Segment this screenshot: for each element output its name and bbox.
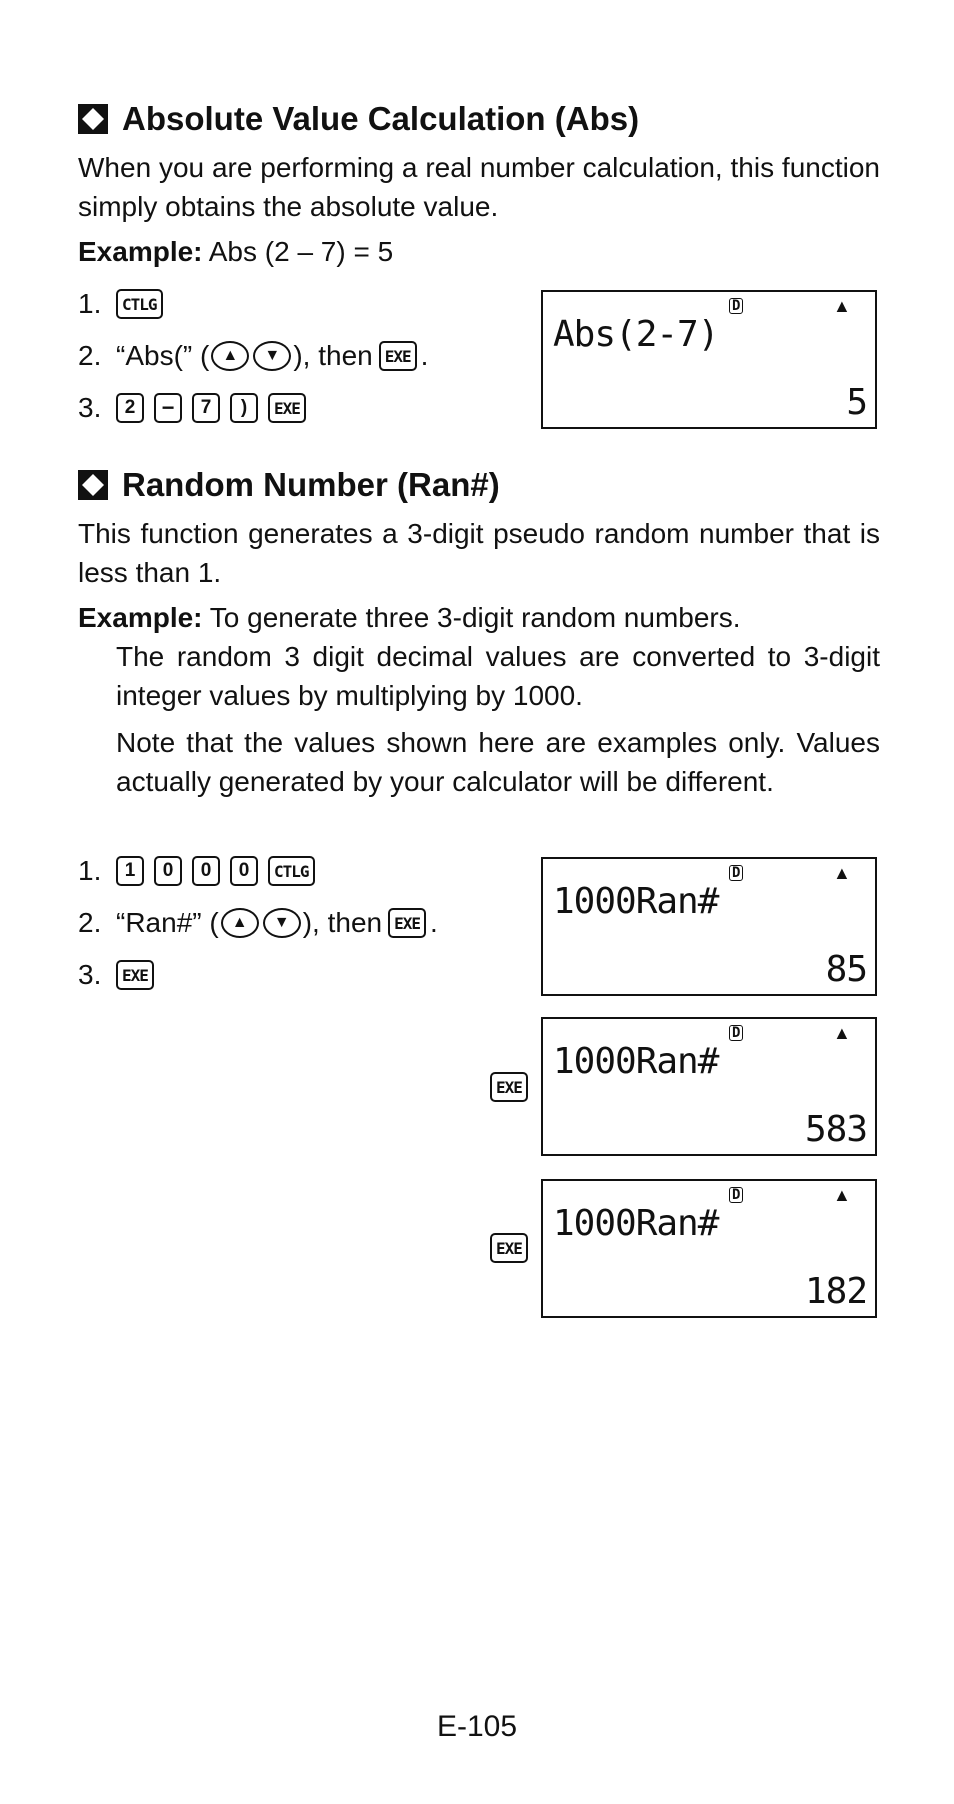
step-text: “Ran#” (	[116, 907, 219, 938]
ran-calculator-screen-1	[541, 857, 877, 996]
ran-title: Random Number (Ran#)	[122, 466, 500, 503]
diamond-bullet-icon	[78, 470, 108, 500]
ran-step-3	[78, 957, 164, 993]
diamond-bullet-icon	[78, 104, 108, 134]
scroll-up-indicator-icon: ▲	[833, 863, 851, 883]
ctlg-key: CTLG	[268, 856, 315, 886]
step-text: “Abs(” (	[116, 340, 210, 371]
ran-example-text: To generate three 3-digit random numbers.	[209, 602, 741, 633]
screen-expression: 1000Ran#	[553, 1203, 719, 1244]
screen-expression: 1000Ran#	[553, 1041, 719, 1082]
up-arrow-key-icon: ▲	[221, 908, 259, 938]
abs-description: When you are performing a real number calculation, this function simply obtains the absolute value.	[78, 152, 880, 222]
step-number: 2.	[78, 907, 102, 938]
ran-section-heading	[78, 466, 500, 504]
digit-7-key: 7	[192, 393, 220, 423]
ran-step-2	[78, 905, 438, 941]
ran-example-label: Example:	[78, 602, 203, 633]
scroll-up-indicator-icon: ▲	[833, 1023, 851, 1043]
digit-0-key: 0	[192, 856, 220, 886]
step-number: 2.	[78, 340, 102, 371]
degree-indicator: D	[729, 865, 743, 881]
step-text: ), then	[302, 907, 383, 938]
up-arrow-key-icon: ▲	[211, 341, 249, 371]
step-end: .	[420, 340, 429, 371]
ran-description: This function generates a 3-digit pseudo random number that is less than 1.	[78, 518, 880, 588]
exe-key: EXE	[268, 393, 306, 423]
degree-indicator: D	[729, 1187, 743, 1203]
screen-result: 583	[804, 1109, 867, 1150]
screen-result: 182	[804, 1271, 867, 1312]
degree-indicator: D	[729, 1025, 743, 1041]
abs-step-3	[78, 390, 316, 426]
page-number: E-105	[436, 1710, 518, 1743]
ran-step-1	[78, 853, 325, 889]
abs-section-heading	[78, 100, 639, 138]
screen-result: 5	[846, 382, 867, 423]
step-text: ), then	[293, 340, 373, 371]
digit-0-key: 0	[230, 856, 258, 886]
digit-2-key: 2	[116, 393, 144, 423]
screen-expression: Abs(2-7)	[553, 314, 719, 355]
scroll-up-indicator-icon: ▲	[833, 1185, 851, 1205]
step-end: .	[430, 907, 438, 938]
exe-key: EXE	[388, 908, 426, 938]
ran-note-1: The random 3 digit decimal values are converted to 3-digit integer values by multiplying by 1000.	[116, 641, 880, 711]
abs-example-label: Example:	[78, 236, 203, 267]
step-number: 3.	[78, 392, 102, 423]
abs-example-text: Abs (2 – 7) = 5	[208, 236, 394, 267]
exe-key: EXE	[116, 960, 154, 990]
minus-key: −	[154, 393, 182, 423]
digit-1-key: 1	[116, 856, 144, 886]
scroll-up-indicator-icon: ▲	[833, 296, 851, 316]
degree-indicator: D	[729, 298, 743, 314]
down-arrow-key-icon: ▼	[263, 908, 301, 938]
exe-key: EXE	[490, 1233, 528, 1263]
abs-title: Absolute Value Calculation (Abs)	[122, 100, 640, 137]
ctlg-key: CTLG	[116, 289, 163, 319]
step-number: 1.	[78, 288, 102, 319]
exe-key: EXE	[379, 341, 417, 371]
screen-result: 85	[825, 949, 867, 990]
step-number: 1.	[78, 855, 102, 886]
ran-calculator-screen-3	[541, 1179, 877, 1318]
abs-example	[78, 232, 880, 271]
step-number: 3.	[78, 959, 102, 990]
ran-note-2: Note that the values shown here are examples only. Values actually generated by your calculator will be different.	[116, 727, 880, 797]
close-paren-key: )	[230, 393, 258, 423]
screen-expression: 1000Ran#	[553, 881, 719, 922]
digit-0-key: 0	[154, 856, 182, 886]
exe-key: EXE	[490, 1072, 528, 1102]
ran-example	[78, 598, 880, 637]
down-arrow-key-icon: ▼	[253, 341, 291, 371]
ran-calculator-screen-2	[541, 1017, 877, 1156]
abs-step-1	[78, 286, 173, 322]
abs-calculator-screen	[541, 290, 877, 429]
abs-step-2	[78, 338, 428, 374]
